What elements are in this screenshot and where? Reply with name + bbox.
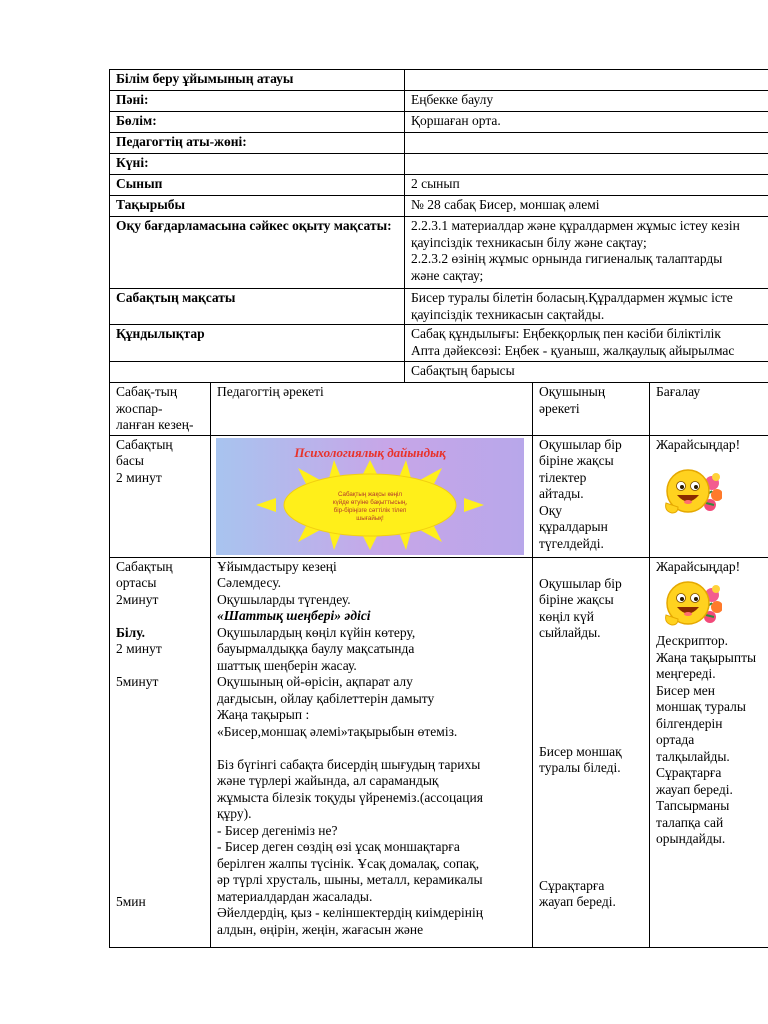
info-row: [110, 112, 768, 133]
info-key: Күні:: [110, 154, 405, 175]
row1-student: [533, 435, 650, 557]
row2-teacher-line: жұмыста білезік тоқуды үйренеміз.(ассоцация: [217, 789, 483, 805]
info-key: Білім беру ұйымының атауы: [110, 70, 405, 91]
header-stage-line1: Сабақ-тың: [116, 384, 178, 399]
lesson-goal-row: [110, 289, 768, 325]
row2-teacher-line: Оқушының ой-өрісін, ақпарат алу: [217, 674, 413, 689]
header-teacher-label: Педагогтің әрекеті: [217, 384, 324, 399]
row2-teacher-line: - Бисер деген сөздің өзі ұсақ моншақтарға: [217, 839, 460, 854]
row1-eval: [650, 435, 768, 557]
smiley-flowers-icon: [660, 575, 722, 633]
row1-student-line: біріне жақсы: [539, 453, 614, 468]
learning-goals-line: және сақтау;: [411, 267, 484, 283]
sun-text-line4: шығайық!: [356, 514, 384, 522]
row2-eval-line: талапқа сай: [656, 814, 724, 830]
row2-teacher-line: бауырмалдыққа баулу мақсатында: [217, 641, 415, 656]
row2-eval-line: Сұрақтарға: [656, 765, 722, 780]
row2-student-line: сыйлайды.: [539, 625, 601, 640]
learning-goals-line: 2.2.3.1 материалдар және құралдармен жұмыс істеу кезін: [411, 218, 740, 233]
row2-student-line: жауап береді.: [539, 894, 616, 909]
info-value: № 28 сабақ Бисер, моншақ әлемі: [405, 196, 768, 217]
lesson-goal-key: Сабақтың мақсаты: [110, 289, 405, 325]
info-value: [405, 133, 768, 154]
lesson-goal-value: [405, 289, 768, 325]
header-stage: [110, 383, 211, 436]
info-key: Пәні:: [110, 91, 405, 112]
plan-row-beginning: [110, 435, 768, 557]
progress-title-row: [110, 362, 768, 383]
row2-eval-line: білгендерін: [656, 715, 723, 731]
values-row: [110, 325, 768, 362]
sun-text-line2: күйде өтуіне бақыттысың,: [332, 498, 408, 506]
row2-teacher-line: берілген жалпы түсінік. Ұсақ домалақ, сопақ,: [217, 855, 480, 871]
learning-goals-row: [110, 217, 768, 289]
progress-title-empty: [110, 362, 405, 383]
row2-student-line: көңіл күй: [539, 608, 594, 624]
row2-stage-line: Сабақтың: [116, 558, 173, 574]
info-key: Тақырыбы: [110, 196, 405, 217]
row2-eval-line: орындайды.: [656, 831, 726, 846]
row1-student-line: құралдарын: [539, 519, 608, 534]
row1-teacher: [211, 435, 533, 557]
row2-teacher-line: Әйелдердің, қыз - келіншектердің киімдерінің: [217, 905, 483, 920]
progress-title: Сабақтың барысы: [405, 362, 768, 383]
row2-eval: [650, 557, 768, 947]
row2-eval-title: Жарайсыңдар!: [656, 558, 741, 574]
psych-readiness-banner: [216, 438, 524, 555]
row2-stage: [110, 557, 211, 947]
smiley-flowers-icon: [660, 463, 722, 521]
header-teacher: [211, 383, 533, 436]
row1-student-line: тілектер: [539, 469, 587, 485]
info-value: 2 сынып: [405, 175, 768, 196]
header-student: [533, 383, 650, 436]
row2-eval-line: ортада: [656, 732, 695, 747]
row2-teacher-line: Жаңа тақырып :: [217, 707, 310, 722]
row1-stage-line: Сабақтың: [116, 436, 173, 452]
row2-teacher: [211, 557, 533, 947]
row2-teacher-line: «Шаттық шеңбері» әдісі: [217, 608, 371, 623]
row2-teacher-line: дағдысын, ойлау қабілеттерін дамыту: [217, 690, 435, 706]
info-row: [110, 175, 768, 196]
row2-stage-line: 2 минут: [116, 641, 162, 656]
row1-student-line: Оқу: [539, 502, 563, 518]
row2-student-line: туралы біледі.: [539, 760, 621, 775]
row2-teacher-line: шаттық шеңберін жасау.: [217, 657, 357, 673]
row2-stage-line: 2минут: [116, 591, 159, 607]
row2-eval-line: меңгереді.: [656, 666, 716, 681]
info-row: [110, 196, 768, 217]
row2-stage-line: Білу.: [116, 624, 146, 640]
header-stage-line3: ланған кезең-: [116, 417, 194, 432]
row1-stage: [110, 435, 211, 557]
row1-eval-text: Жарайсыңдар!: [656, 436, 741, 452]
sun-text-line3: бір-біріңізге сәттілік тілеп: [333, 506, 407, 514]
row2-teacher-line: құру).: [217, 806, 252, 821]
row1-student-line: айтады.: [539, 486, 584, 501]
plan-header-row: [110, 383, 768, 436]
row1-stage-line: басы: [116, 453, 144, 468]
row2-student-line: Бисер моншақ: [539, 743, 622, 759]
info-value: Қоршаған орта.: [405, 112, 768, 133]
header-eval-label: Бағалау: [656, 384, 701, 399]
sun-text-line1: Сабақтың жақсы көңіл: [337, 490, 403, 498]
row2-teacher-line: - Бисер дегеніміз не?: [217, 822, 338, 838]
row2-teacher-line: Сәлемдесу.: [217, 575, 282, 590]
learning-goals-line: қауіпсіздік техникасын білу және сақтау;: [411, 234, 647, 250]
row2-stage-line: ортасы: [116, 575, 157, 590]
info-row: [110, 70, 768, 91]
lesson-goal-line: Бисер туралы білетін боласың.Құралдармен жұмыс істе: [411, 290, 733, 305]
row2-teacher-line: Оқушыларды түгендеу.: [217, 591, 351, 607]
plan-row-middle: [110, 557, 768, 947]
header-student-line1: Оқушының: [539, 384, 606, 399]
row1-student-line: Оқушылар бір: [539, 436, 622, 452]
info-key: Сынып: [110, 175, 405, 196]
values-value: [405, 325, 768, 362]
row2-teacher-line: Оқушылардың көңіл күйін көтеру,: [217, 624, 416, 640]
row2-student-line: Оқушылар бір: [539, 575, 622, 591]
info-row: [110, 91, 768, 112]
row2-stage-line: 5минут: [116, 674, 159, 689]
row1-student-line: түгелдейді.: [539, 535, 604, 551]
row2-teacher-line: Ұйымдастыру кезеңі: [217, 558, 337, 574]
info-value: [405, 70, 768, 91]
sun-illustration: [216, 438, 524, 555]
lesson-plan-table: [109, 382, 768, 948]
learning-goals-line: 2.2.3.2 өзінің жұмыс орнында гигиеналық талаптарды: [411, 251, 723, 266]
row2-teacher-line: «Бисер,моншақ әлемі»тақырыбын өтеміз.: [217, 723, 458, 739]
row2-eval-line: талқылайды.: [656, 748, 730, 764]
row2-eval-line: жауап береді.: [656, 781, 733, 797]
row2-student-line: Сұрақтарға: [539, 877, 605, 893]
banner-title: Психологиялық дайындық: [294, 444, 446, 460]
values-line: Апта дәйексөзі: Еңбек - қуаныш, жалқаулық айырылмас: [411, 342, 735, 358]
row2-stage-5min: 5мин: [116, 893, 146, 909]
row2-eval-line: Дескриптор.: [656, 633, 729, 648]
info-value: [405, 154, 768, 175]
info-value: Еңбекке баулу: [405, 91, 768, 112]
header-eval: [650, 383, 768, 436]
row2-teacher-line: материалдардан жасалады.: [217, 888, 373, 904]
row2-eval-line: Тапсырманы: [656, 798, 730, 813]
info-row: [110, 154, 768, 175]
row2-eval-line: Бисер мен: [656, 682, 716, 698]
info-key: Бөлім:: [110, 112, 405, 133]
lesson-goal-line: қауіпсіздік техникасын сақтайды.: [411, 306, 605, 322]
learning-goals-key: Оқу бағдарламасына сәйкес оқыту мақсаты:: [110, 217, 405, 289]
row2-student: [533, 557, 650, 947]
info-row: [110, 133, 768, 154]
learning-goals-value: [405, 217, 768, 289]
values-line: Сабақ құндылығы: Еңбекқорлық пен кәсіби біліктілік: [411, 326, 721, 341]
row1-stage-line: 2 минут: [116, 469, 162, 485]
info-key: Педагогтің аты-жөні:: [110, 133, 405, 154]
row2-eval-line: Жаңа тақырыпты: [656, 649, 757, 665]
row2-teacher-line: әр түрлі хрусталь, шыны, металл, керамикалы: [217, 872, 483, 887]
row2-eval-line: моншақ туралы: [656, 699, 746, 714]
header-student-line2: әрекеті: [539, 400, 580, 416]
row2-teacher-line: және түрлері жайында, ал сарамандық: [217, 773, 439, 788]
row2-teacher-line: алдын, өңірін, жеңін, жағасын және: [217, 921, 424, 937]
values-key: Құндылықтар: [110, 325, 405, 362]
row2-student-line: біріне жақсы: [539, 592, 614, 607]
row2-teacher-line: Біз бүгінгі сабақта бисердің шығудың тарихы: [217, 756, 481, 772]
lesson-info-table: [109, 69, 768, 383]
header-stage-line2: жоспар-: [116, 400, 163, 416]
